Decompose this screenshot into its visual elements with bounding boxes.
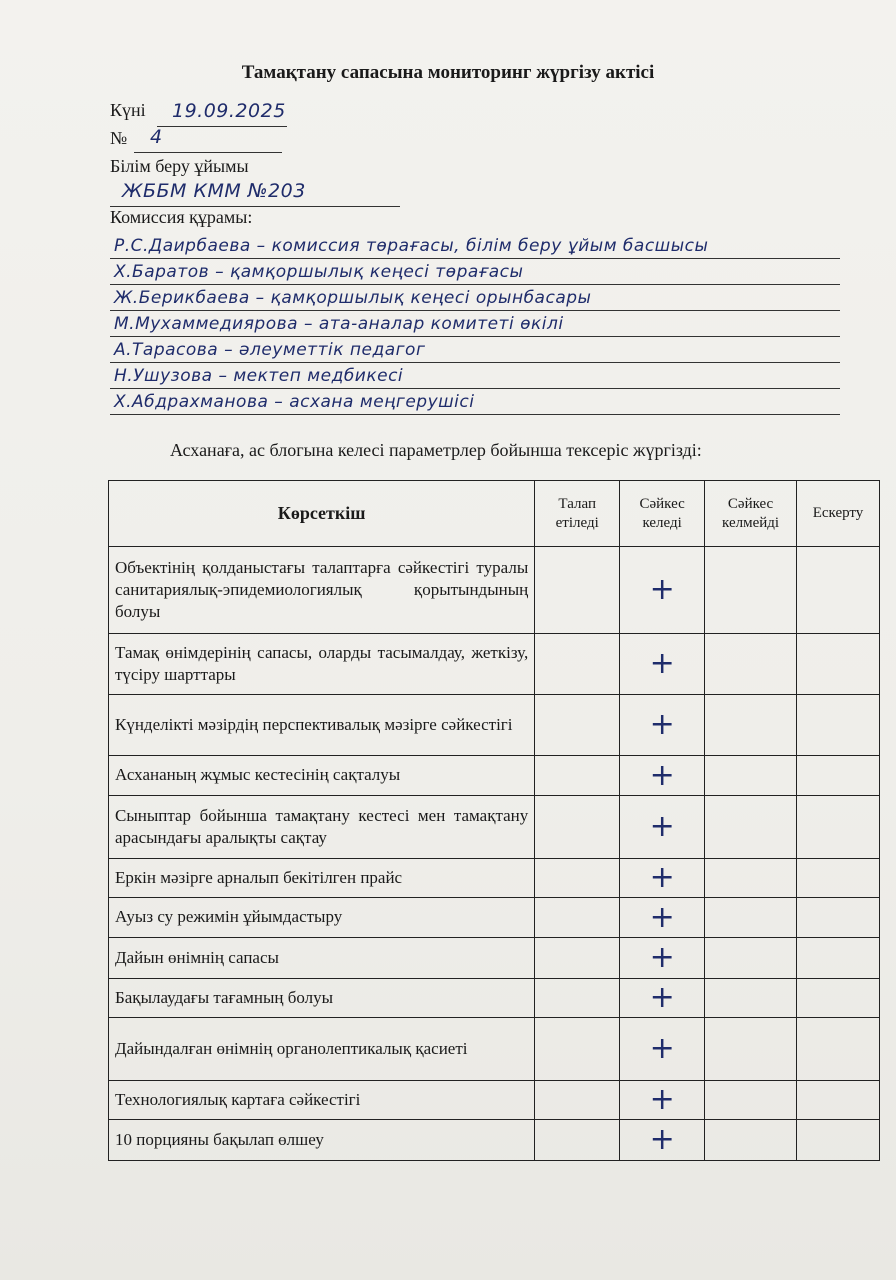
noncompliant-cell bbox=[705, 796, 797, 859]
note-cell bbox=[797, 1018, 880, 1081]
compliant-cell bbox=[620, 1081, 705, 1120]
table-row bbox=[109, 898, 880, 938]
indicator-cell: Технологиялық картаға сәйкестігі bbox=[109, 1081, 535, 1120]
plus-mark: + bbox=[649, 899, 675, 935]
note-cell bbox=[797, 547, 880, 634]
org-value: ЖББМ КММ №203 bbox=[122, 180, 306, 202]
date-label: Күні bbox=[110, 100, 146, 120]
required-cell bbox=[535, 1081, 620, 1120]
indicator-cell: Ауыз су режимін ұйымдастыру bbox=[109, 898, 535, 938]
inspection-intro: Асханаға, ас блогына келесі параметрлер бойынша тексеріс жүргізді: bbox=[170, 440, 702, 460]
number-value: 4 bbox=[150, 126, 163, 148]
note-cell bbox=[797, 1120, 880, 1161]
commission-label: Комиссия құрамы: bbox=[110, 207, 253, 227]
indicator-cell: Еркін мәзірге арналып бекітілген прайс bbox=[109, 859, 535, 898]
plus-mark: + bbox=[649, 940, 675, 975]
table-row bbox=[109, 695, 880, 756]
commission-member-text: Ж.Берикбаева – қамқоршылық кеңесі орынбасары bbox=[114, 288, 592, 308]
required-cell bbox=[535, 1120, 620, 1161]
org-label: Білім беру ұйымы bbox=[110, 156, 249, 176]
table-row bbox=[109, 634, 880, 695]
noncompliant-cell bbox=[705, 634, 797, 695]
noncompliant-cell bbox=[705, 1120, 797, 1161]
table-row bbox=[109, 1120, 880, 1161]
required-cell bbox=[535, 756, 620, 796]
noncompliant-cell bbox=[705, 938, 797, 979]
compliant-cell bbox=[620, 1018, 705, 1081]
header-compliant: Сәйкес келеді bbox=[620, 481, 705, 547]
plus-mark: + bbox=[649, 1122, 675, 1157]
noncompliant-cell bbox=[705, 979, 797, 1018]
indicator-cell: Күнделікті мәзірдің перспективалық мәзірге сәйкестігі bbox=[109, 695, 535, 756]
commission-member-text: Х.Абдрахманова – асхана меңгерушісі bbox=[114, 392, 475, 412]
commission-member-text: Р.С.Даирбаева – комиссия төрағасы, білім беру ұйым басшысы bbox=[114, 236, 709, 256]
commission-member bbox=[110, 312, 840, 337]
compliant-cell bbox=[620, 796, 705, 859]
compliant-cell bbox=[620, 1120, 705, 1161]
plus-mark: + bbox=[649, 646, 675, 681]
required-cell bbox=[535, 938, 620, 979]
commission-member-text: Х.Баратов – қамқоршылық кеңесі төрағасы bbox=[114, 262, 524, 282]
indicator-cell: Объектінің қолданыстағы талаптарға сәйкестігі туралы санитариялық-эпидемиологиялық қорытындының болуы bbox=[109, 547, 535, 634]
table-header-row bbox=[109, 481, 880, 547]
number-label: № bbox=[110, 128, 128, 148]
noncompliant-cell bbox=[705, 898, 797, 938]
required-cell bbox=[535, 898, 620, 938]
commission-member bbox=[110, 286, 840, 311]
table-row bbox=[109, 859, 880, 898]
plus-mark: + bbox=[649, 860, 675, 895]
compliant-cell bbox=[620, 859, 705, 898]
indicator-cell: Дайын өнімнің сапасы bbox=[109, 938, 535, 979]
plus-mark: + bbox=[649, 707, 675, 742]
compliant-cell bbox=[620, 634, 705, 695]
note-cell bbox=[797, 695, 880, 756]
compliant-cell bbox=[620, 898, 705, 938]
table-row bbox=[109, 979, 880, 1018]
noncompliant-cell bbox=[705, 756, 797, 796]
date-value: 19.09.2025 bbox=[172, 100, 286, 122]
compliant-cell bbox=[620, 695, 705, 756]
noncompliant-cell bbox=[705, 1018, 797, 1081]
table-row bbox=[109, 1081, 880, 1120]
note-cell bbox=[797, 898, 880, 938]
commission-member bbox=[110, 390, 840, 415]
required-cell bbox=[535, 979, 620, 1018]
required-cell bbox=[535, 859, 620, 898]
compliant-cell bbox=[620, 979, 705, 1018]
noncompliant-cell bbox=[705, 859, 797, 898]
note-cell bbox=[797, 859, 880, 898]
header-required: Талап етіледі bbox=[535, 481, 620, 547]
note-cell bbox=[797, 756, 880, 796]
plus-mark: + bbox=[649, 980, 675, 1015]
required-cell bbox=[535, 695, 620, 756]
plus-mark: + bbox=[649, 572, 675, 607]
header-note: Ескерту bbox=[797, 481, 880, 547]
indicator-cell: Бақылаудағы тағамның болуы bbox=[109, 979, 535, 1018]
table-row bbox=[109, 938, 880, 979]
noncompliant-cell bbox=[705, 695, 797, 756]
table-row bbox=[109, 756, 880, 796]
inspection-table bbox=[108, 480, 880, 1161]
commission-member-text: Н.Ушузова – мектеп медбикесі bbox=[114, 366, 404, 386]
compliant-cell bbox=[620, 938, 705, 979]
plus-mark: + bbox=[649, 1082, 675, 1117]
indicator-cell: Дайындалған өнімнің органолептикалық қасиеті bbox=[109, 1018, 535, 1081]
indicator-cell: Тамақ өнімдерінің сапасы, оларды тасымалдау, жеткізу, түсіру шарттары bbox=[109, 634, 535, 695]
plus-mark: + bbox=[649, 1031, 675, 1066]
required-cell bbox=[535, 547, 620, 634]
noncompliant-cell bbox=[705, 1081, 797, 1120]
commission-member bbox=[110, 338, 840, 363]
commission-member-text: М.Мухаммедиярова – ата-аналар комитеті өкілі bbox=[114, 314, 564, 334]
indicator-cell: Асхананың жұмыс кестесінің сақталуы bbox=[109, 756, 535, 796]
compliant-cell bbox=[620, 756, 705, 796]
header-indicator: Көрсеткіш bbox=[109, 481, 535, 547]
commission-member bbox=[110, 260, 840, 285]
required-cell bbox=[535, 1018, 620, 1081]
note-cell bbox=[797, 979, 880, 1018]
commission-member bbox=[110, 364, 840, 389]
plus-mark: + bbox=[649, 757, 675, 793]
plus-mark: + bbox=[649, 809, 675, 844]
indicator-cell: 10 порцияны бақылап өлшеу bbox=[109, 1120, 535, 1161]
compliant-cell bbox=[620, 547, 705, 634]
commission-member bbox=[110, 234, 840, 259]
document-title: Тамақтану сапасына мониторинг жүргізу актісі bbox=[241, 62, 655, 83]
table-row bbox=[109, 796, 880, 859]
note-cell bbox=[797, 796, 880, 859]
note-cell bbox=[797, 1081, 880, 1120]
table-row bbox=[109, 547, 880, 634]
required-cell bbox=[535, 634, 620, 695]
required-cell bbox=[535, 796, 620, 859]
indicator-cell: Сыныптар бойынша тамақтану кестесі мен тамақтану арасындағы аралықты сақтау bbox=[109, 796, 535, 859]
note-cell bbox=[797, 938, 880, 979]
note-cell bbox=[797, 634, 880, 695]
table-row bbox=[109, 1018, 880, 1081]
header-noncompliant: Сәйкес келмейді bbox=[705, 481, 797, 547]
commission-member-text: А.Тарасова – әлеуметтік педагог bbox=[114, 340, 426, 360]
noncompliant-cell bbox=[705, 547, 797, 634]
